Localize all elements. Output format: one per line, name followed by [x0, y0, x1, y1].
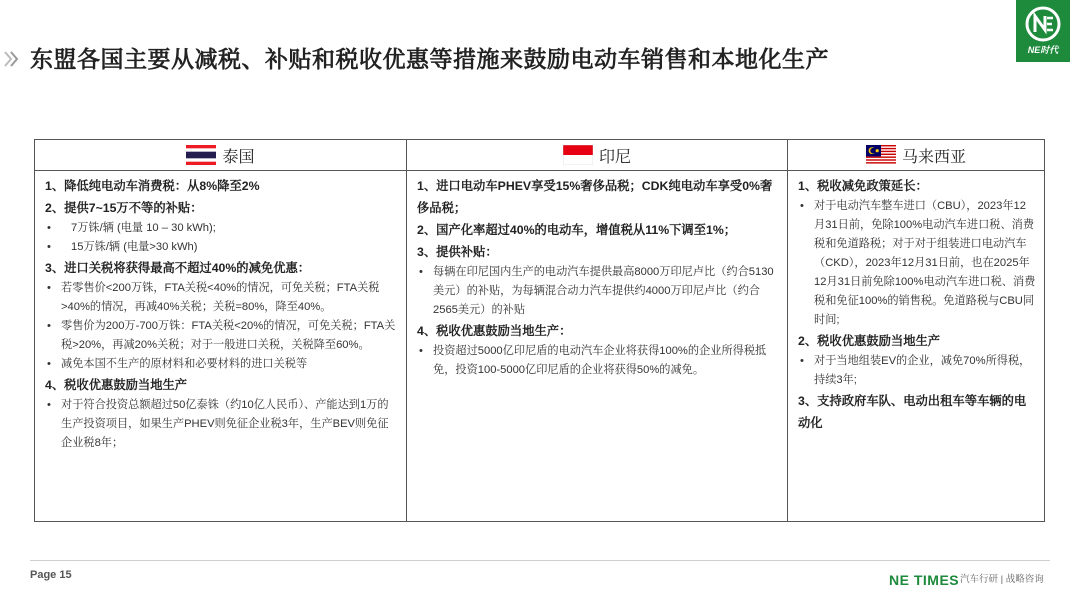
policy-point: 3、进口关税将获得最高不超过40%的减免优惠：: [45, 261, 311, 275]
policy-detail: • 若零售价<200万铢，FTA关税<40%的情况，可免关税；FTA关税>40%的情况，再减40%关税；关税=80%，降至40%。: [45, 279, 399, 317]
malaysia-policies: [788, 171, 1045, 522]
policy-detail: • 7万铢/辆 (电量 10 – 30 kWh);: [45, 219, 399, 238]
country-name: 泰国: [222, 148, 255, 166]
policy-point: 1、进口电动车PHEV享受15%奢侈品税；CDK纯电动车享受0%奢侈品税；: [417, 179, 773, 215]
logo-text: NE时代: [1027, 45, 1059, 55]
policy-detail: • 对于当地组装EV的企业，减免70%所得税，持续3年;: [798, 352, 1037, 390]
malaysia-flag-icon: [866, 145, 896, 165]
policy-point: 4、税收优惠鼓励当地生产: [45, 378, 188, 392]
page-title: 东盟各国主要从减税、补贴和税收优惠等措施来鼓励电动车销售和本地化生产: [30, 47, 829, 73]
policy-detail: • 对于符合投资总额超过50亿泰铢（约10亿人民币）、产能达到1万的生产投资项目，如果生产PHEV则免征企业税3年，生产BEV则免征企业税8年；: [45, 396, 399, 453]
policy-point: 3、提供补贴：: [417, 245, 498, 259]
footer-brand-tagline: 汽车行研 | 战略咨询: [960, 574, 1044, 585]
policy-point: 1、降低纯电动车消费税：从8%降至2%: [45, 179, 260, 193]
policy-point: 1、税收减免政策延长：: [798, 179, 928, 193]
policy-point: 2、国产化率超过40%的电动车，增值税从11%下调至1%；: [417, 223, 737, 237]
policy-detail: • 投资超过5000亿印尼盾的电动汽车企业将获得100%的企业所得税抵免，投资100-5000亿印尼盾的企业将获得50%的减免。: [417, 342, 780, 380]
country-name: 马来西亚: [901, 148, 966, 166]
footer-divider: [30, 560, 1050, 561]
policy-point: 2、税收优惠鼓励当地生产: [798, 334, 941, 348]
policy-point: 2、提供7~15万不等的补贴：: [45, 201, 203, 215]
policy-detail: • 减免本国不生产的原材料和必要材料的进口关税等: [45, 355, 399, 374]
country-name: 印尼: [598, 148, 631, 166]
table-header-row: [35, 140, 1045, 171]
ne-times-logo: [1016, 0, 1070, 62]
header-thailand: [35, 140, 407, 171]
policy-detail: • 15万铢/辆 (电量>30 kWh): [45, 238, 399, 257]
logo-mark-icon: [1025, 6, 1061, 42]
page-number: Page 15: [30, 569, 72, 581]
policy-detail: • 零售价为200万-700万铢：FTA关税<20%的情况，可免关税；FTA关税>20%，再减20%关税；对于一般进口关税，关税降至60%。: [45, 317, 399, 355]
header-indonesia: [407, 140, 788, 171]
indonesia-policies: [407, 171, 788, 522]
chevron-right-icon: [2, 48, 24, 70]
policy-comparison-table: [34, 139, 1045, 522]
policy-point: 4、税收优惠鼓励当地生产：: [417, 324, 572, 338]
thailand-flag-icon: [186, 145, 216, 165]
header-malaysia: [788, 140, 1045, 171]
policy-point: 3、支持政府车队、电动出租车等车辆的电动化: [798, 394, 1027, 430]
table-body-row: [35, 171, 1045, 522]
policy-detail: • 对于电动汽车整车进口（CBU），2023年12月31日前，免除100%电动汽车进口税、消费税和免道路税；对于对于组装进口电动汽车（CKD），2023年12月31日前，也在2025年12月31日前免除100%电动汽车进口税、消费税和免征100%的销售税。免道路税与CBU同时间;: [798, 197, 1037, 330]
indonesia-flag-icon: [563, 145, 593, 165]
thailand-policies: [35, 171, 407, 522]
policy-detail: • 每辆在印尼国内生产的电动汽车提供最高8000万印尼卢比（约合5130美元）的补贴，为每辆混合动力汽车提供约4000万印尼卢比（约合2565美元）的补贴: [417, 263, 780, 320]
footer-brand: NE TIMES: [889, 572, 960, 588]
